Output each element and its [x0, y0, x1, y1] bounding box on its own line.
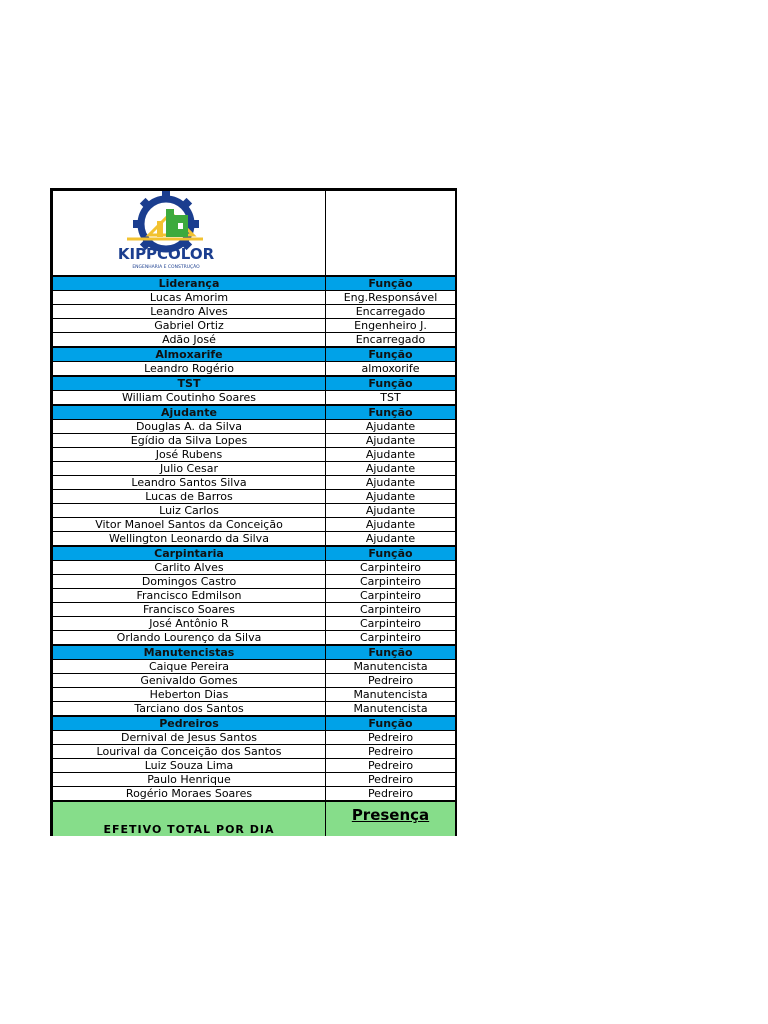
employee-role-cell[interactable]: Ajudante	[326, 448, 456, 462]
employee-role-cell[interactable]: Ajudante	[326, 490, 456, 504]
table-row	[53, 731, 456, 745]
employee-name-cell[interactable]: Orlando Lourenço da Silva	[53, 631, 326, 646]
employee-name-cell[interactable]: Genivaldo Gomes	[53, 674, 326, 688]
employee-name-cell[interactable]: Gabriel Ortiz	[53, 319, 326, 333]
employee-role-cell[interactable]: Ajudante	[326, 476, 456, 490]
employee-name-cell[interactable]: William Coutinho Soares	[53, 391, 326, 406]
table-row	[53, 391, 456, 406]
employee-name-cell[interactable]: Paulo Henrique	[53, 773, 326, 787]
employee-role-cell[interactable]: Carpinteiro	[326, 603, 456, 617]
section-title[interactable]: Manutencistas	[53, 645, 326, 660]
table-row	[53, 476, 456, 490]
table-row	[53, 333, 456, 348]
logo-side-cell	[326, 191, 456, 277]
logo-tagline: ENGENHARIA E CONSTRUÇÃO	[132, 265, 200, 270]
table-row	[53, 504, 456, 518]
employee-role-cell[interactable]: Pedreiro	[326, 773, 456, 787]
table-row	[53, 561, 456, 575]
employee-name-cell[interactable]: Leandro Rogério	[53, 362, 326, 377]
table-row	[53, 745, 456, 759]
table-row	[53, 617, 456, 631]
employee-name-cell[interactable]: Rogério Moraes Soares	[53, 787, 326, 802]
employee-role-cell[interactable]: Encarregado	[326, 333, 456, 348]
employee-name-cell[interactable]: Tarciano dos Santos	[53, 702, 326, 717]
function-header[interactable]: Função	[326, 405, 456, 420]
section-header	[53, 276, 456, 291]
section-header	[53, 405, 456, 420]
employee-role-cell[interactable]: almoxorife	[326, 362, 456, 377]
employee-role-cell[interactable]: Ajudante	[326, 504, 456, 518]
employee-name-cell[interactable]: José Antônio R	[53, 617, 326, 631]
employee-role-cell[interactable]: Carpinteiro	[326, 589, 456, 603]
function-header[interactable]: Função	[326, 645, 456, 660]
section-header	[53, 716, 456, 731]
table-row	[53, 291, 456, 305]
employee-name-cell[interactable]: Leandro Alves	[53, 305, 326, 319]
table-row	[53, 702, 456, 717]
employee-name-cell[interactable]: Carlito Alves	[53, 561, 326, 575]
employee-role-cell[interactable]: Eng.Responsável	[326, 291, 456, 305]
section-header	[53, 376, 456, 391]
table-row	[53, 589, 456, 603]
table-row	[53, 518, 456, 532]
table-row	[53, 688, 456, 702]
table-row	[53, 674, 456, 688]
table-row	[53, 462, 456, 476]
employee-role-cell[interactable]: TST	[326, 391, 456, 406]
table-row	[53, 603, 456, 617]
employee-role-cell[interactable]: Pedreiro	[326, 745, 456, 759]
table-row	[53, 420, 456, 434]
section-title[interactable]: Pedreiros	[53, 716, 326, 731]
section-title[interactable]: Carpintaria	[53, 546, 326, 561]
table-row	[53, 448, 456, 462]
table-row	[53, 305, 456, 319]
employee-role-cell[interactable]: Encarregado	[326, 305, 456, 319]
presence-cell[interactable]	[326, 801, 456, 836]
employee-name-cell[interactable]: José Rubens	[53, 448, 326, 462]
presence-header: Presença	[351, 806, 430, 824]
employee-role-cell[interactable]: Carpinteiro	[326, 617, 456, 631]
employee-name-cell[interactable]: Adão José	[53, 333, 326, 348]
table-row	[53, 575, 456, 589]
logo-row	[53, 191, 456, 277]
staff-table	[52, 190, 456, 836]
employee-role-cell[interactable]: Ajudante	[326, 532, 456, 547]
employee-name-cell[interactable]: Douglas A. da Silva	[53, 420, 326, 434]
spreadsheet	[50, 188, 457, 836]
employee-role-cell[interactable]: Pedreiro	[326, 674, 456, 688]
employee-role-cell[interactable]: Manutencista	[326, 688, 456, 702]
function-header[interactable]: Função	[326, 716, 456, 731]
employee-role-cell[interactable]: Manutencista	[326, 702, 456, 717]
kippcolor-logo	[53, 191, 326, 275]
section-header	[53, 546, 456, 561]
employee-name-cell[interactable]: Heberton Dias	[53, 688, 326, 702]
employee-role-cell[interactable]: Pedreiro	[326, 759, 456, 773]
employee-name-cell[interactable]: Lucas de Barros	[53, 490, 326, 504]
table-row	[53, 631, 456, 646]
employee-name-cell[interactable]: Francisco Soares	[53, 603, 326, 617]
employee-role-cell[interactable]: Manutencista	[326, 660, 456, 674]
employee-name-cell[interactable]: Luiz Carlos	[53, 504, 326, 518]
employee-role-cell[interactable]: Pedreiro	[326, 731, 456, 745]
employee-role-cell[interactable]: Ajudante	[326, 434, 456, 448]
employee-name-cell[interactable]: Julio Cesar	[53, 462, 326, 476]
employee-name-cell[interactable]: Luiz Souza Lima	[53, 759, 326, 773]
table-row	[53, 759, 456, 773]
employee-role-cell[interactable]: Carpinteiro	[326, 575, 456, 589]
footer-row	[53, 801, 456, 836]
employee-name-cell[interactable]: Domingos Castro	[53, 575, 326, 589]
table-row	[53, 660, 456, 674]
employee-name-cell[interactable]: Vitor Manoel Santos da Conceição	[53, 518, 326, 532]
table-row	[53, 532, 456, 547]
employee-name-cell[interactable]: Egídio da Silva Lopes	[53, 434, 326, 448]
section-title[interactable]: Liderança	[53, 276, 326, 291]
logo-cell	[53, 191, 326, 277]
section-title[interactable]: Almoxarife	[53, 347, 326, 362]
function-header[interactable]: Função	[326, 376, 456, 391]
function-header[interactable]: Função	[326, 347, 456, 362]
employee-role-cell[interactable]: Carpinteiro	[326, 561, 456, 575]
logo-brand: KIPPCOLOR	[117, 245, 215, 263]
table-row	[53, 773, 456, 787]
total-label: EFETIVO TOTAL POR DIA	[103, 823, 275, 836]
employee-name-cell[interactable]: Lourival da Conceição dos Santos	[53, 745, 326, 759]
section-title[interactable]: Ajudante	[53, 405, 326, 420]
employee-name-cell[interactable]: Francisco Edmilson	[53, 589, 326, 603]
employee-role-cell[interactable]: Engenheiro J.	[326, 319, 456, 333]
total-label-cell[interactable]	[53, 801, 326, 836]
section-header	[53, 645, 456, 660]
table-row	[53, 319, 456, 333]
section-header	[53, 347, 456, 362]
employee-name-cell[interactable]: Wellington Leonardo da Silva	[53, 532, 326, 547]
employee-name-cell[interactable]: Leandro Santos Silva	[53, 476, 326, 490]
employee-role-cell[interactable]: Carpinteiro	[326, 631, 456, 646]
table-row	[53, 787, 456, 802]
function-header[interactable]: Função	[326, 276, 456, 291]
employee-name-cell[interactable]: Dernival de Jesus Santos	[53, 731, 326, 745]
employee-role-cell[interactable]: Pedreiro	[326, 787, 456, 802]
function-header[interactable]: Função	[326, 546, 456, 561]
employee-name-cell[interactable]: Caique Pereira	[53, 660, 326, 674]
employee-name-cell[interactable]: Lucas Amorim	[53, 291, 326, 305]
table-row	[53, 490, 456, 504]
employee-role-cell[interactable]: Ajudante	[326, 420, 456, 434]
employee-role-cell[interactable]: Ajudante	[326, 462, 456, 476]
employee-role-cell[interactable]: Ajudante	[326, 518, 456, 532]
section-title[interactable]: TST	[53, 376, 326, 391]
table-row	[53, 434, 456, 448]
table-row	[53, 362, 456, 377]
